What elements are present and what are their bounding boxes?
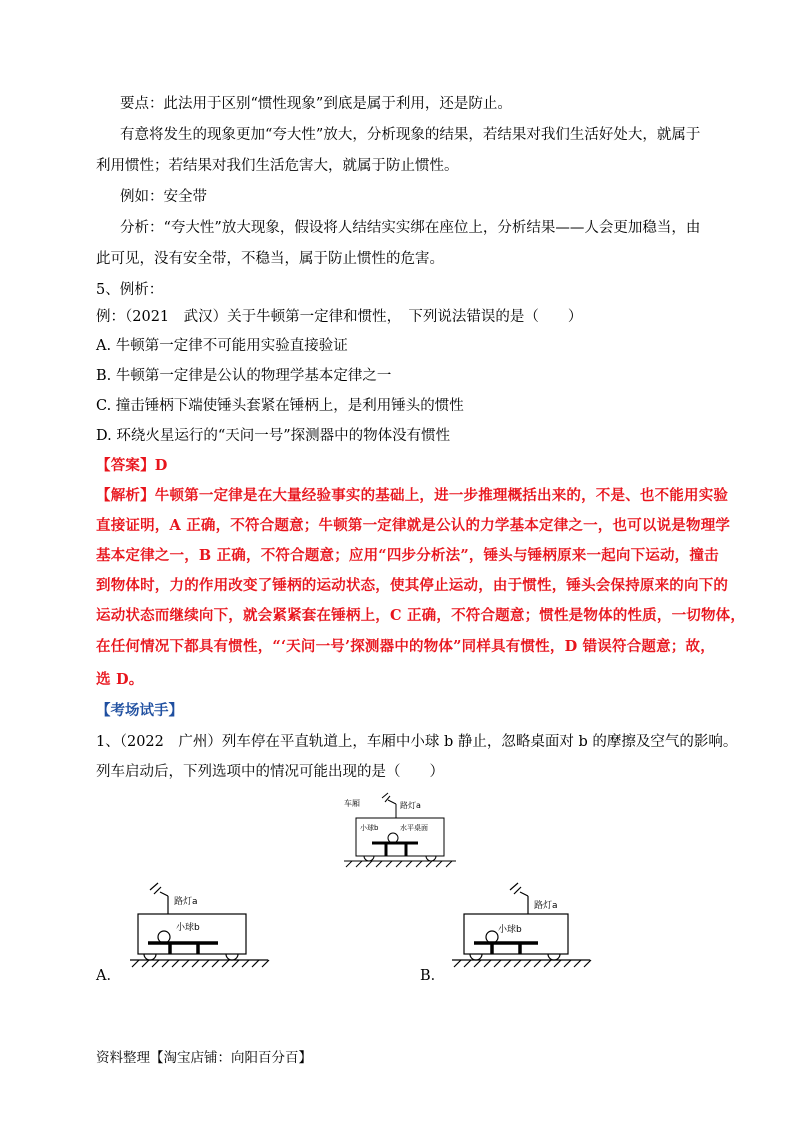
text-line: 有意将发生的现象更加“夸大性”放大，分析现象的结果，若结果对我们生活好处大，就属于 <box>120 127 701 143</box>
section-title: 【考场试手】 <box>96 702 183 719</box>
analysis-line: 到物体时，力的作用改变了锤柄的运动状态，使其停止运动，由于惯性，锤头会保持原来的向下的 <box>96 577 729 594</box>
ball-label: 小球b <box>176 923 200 933</box>
option-a-label: A． <box>96 968 121 984</box>
option-b-figure <box>440 878 600 970</box>
ball-label: 小球b <box>360 824 379 832</box>
lamp-label: 路灯a <box>174 897 198 907</box>
question-text: 列车启动后，下列选项中的情况可能出现的是（ ） <box>96 764 444 780</box>
section-heading: 5、例析： <box>96 282 164 298</box>
analysis-line: 【解析】牛顿第一定律是在大量经验事实的基础上，进一步推理概括出来的，不是、也不能用实验 <box>96 487 729 504</box>
analysis-line: 直接证明，A 正确，不符合题意；牛顿第一定律就是公认的力学基本定律之一，也可以说是物理学 <box>96 517 731 534</box>
text-line: 此可见，没有安全带，不稳当，属于防止惯性的危害。 <box>96 251 444 267</box>
table-label: 水平桌面 <box>400 824 428 832</box>
option-b-label: B． <box>420 968 446 984</box>
analysis-line: 运动状态而继续向下，就会紧紧套在锤柄上，C 正确，不符合题意；惯性是物体的性质，一切物体， <box>96 607 746 624</box>
lamp-label: 路灯a <box>400 801 421 810</box>
text-line: 例如：安全带 <box>120 189 207 205</box>
option-b: B. 牛顿第一定律是公认的物理学基本定律之一 <box>96 368 392 384</box>
car-label: 车厢 <box>344 799 360 808</box>
ball-label: 小球b <box>498 925 522 935</box>
example-question: 例：（2021 武汉）关于牛顿第一定律和惯性， 下列说法错误的是（ ） <box>96 309 583 325</box>
option-d: D. 环绕火星运行的“天问一号”探测器中的物体没有惯性 <box>96 428 451 444</box>
option-a-figure <box>118 878 278 970</box>
page-footer: 资料整理【淘宝店铺：向阳百分百】 <box>96 1050 312 1066</box>
text-line: 要点：此法用于区别“惯性现象”到底是属于利用，还是防止。 <box>120 96 512 112</box>
lamp-label: 路灯a <box>534 901 558 911</box>
analysis-line: 基本定律之一，B 正确，不符合题意；应用“四步分析法”，锤头与锤柄原来一起向下运动，撞击 <box>96 547 719 564</box>
question-text: 1、（2022 广州）列车停在平直轨道上，车厢中小球 b 静止，忽略桌面对 b 的摩擦及空气的影响。 <box>96 734 738 750</box>
option-a: A. 牛顿第一定律不可能用实验直接验证 <box>96 338 348 354</box>
text-line: 分析：“夸大性”放大现象，假设将人结结实实绑在座位上，分析结果——人会更加稳当，由 <box>120 220 701 236</box>
analysis-line: 在任何情况下都具有惯性，“‘天问一号’探测器中的物体”同样具有惯性，D 错误符合题意；故， <box>96 638 715 655</box>
option-c: C. 撞击锤柄下端使锤头套紧在锤柄上，是利用锤头的惯性 <box>96 398 464 414</box>
answer-label: 【答案】D <box>96 457 168 474</box>
train-car-figure <box>336 790 466 870</box>
text-line: 利用惯性；若结果对我们生活危害大，就属于防止惯性。 <box>96 158 459 174</box>
analysis-line: 选 D。 <box>96 671 144 688</box>
